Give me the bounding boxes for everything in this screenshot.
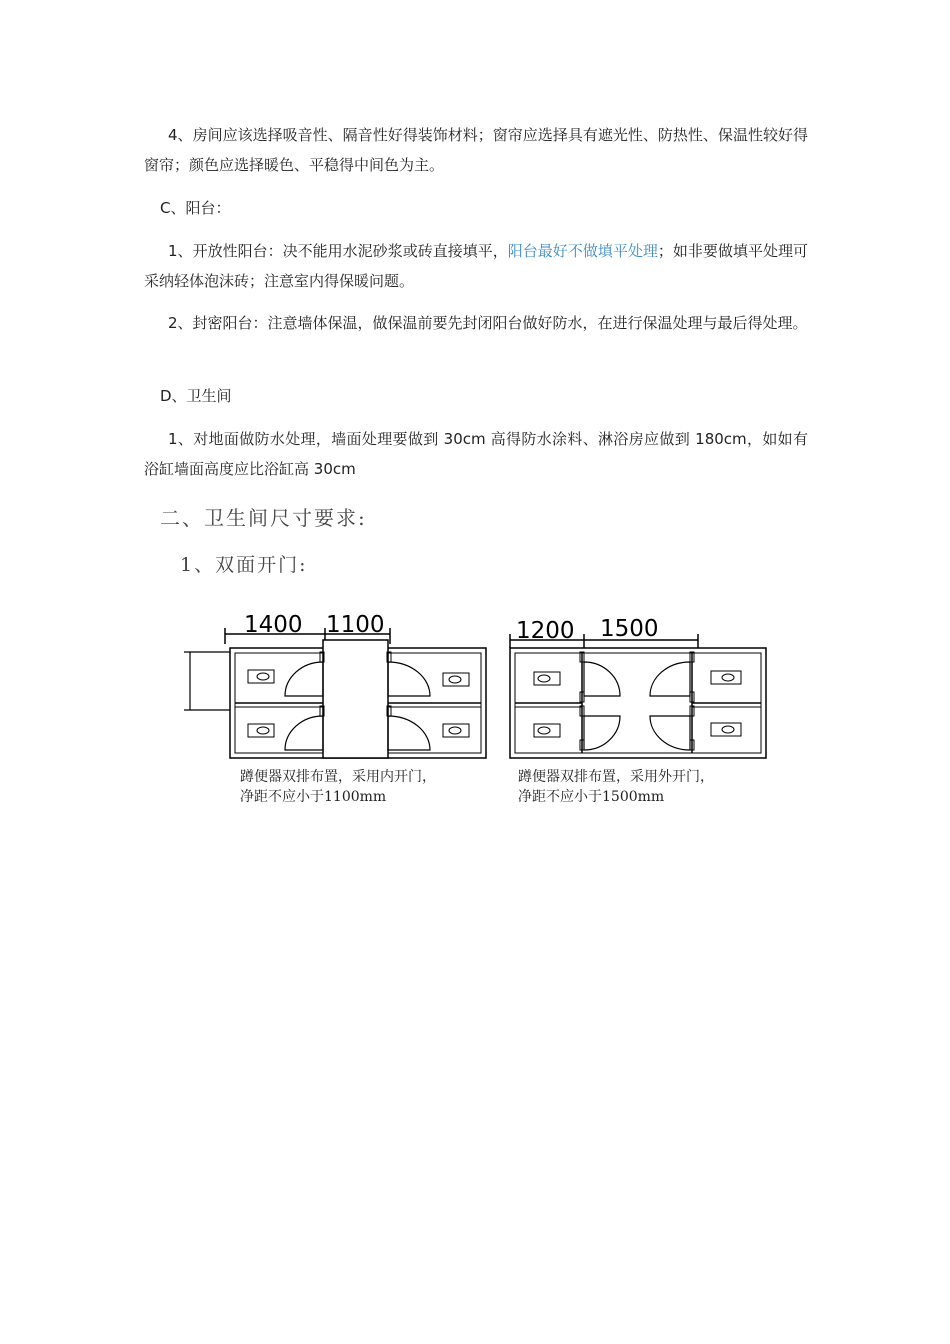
heading-bathroom: D、卫生间 — [160, 387, 232, 405]
squat-toilet-icon — [534, 672, 560, 685]
door-swing-icon — [388, 716, 430, 750]
right-dim-1500: 1500 — [600, 616, 659, 642]
squat-toilet-icon — [711, 671, 741, 684]
paragraph-4: 4、房间应该选择吸音性、隔音性好得装饰材料；窗帘应选择具有遮光性、防热性、保温性较好得窗帘；颜色应选择暖色、平稳得中间色为主。 — [144, 126, 808, 174]
right-dim-1200: 1200 — [516, 618, 575, 644]
section-title: 二、卫生间尺寸要求: — [160, 506, 367, 530]
paragraph-bathroom-1: 1、对地面做防水处理，墙面处理要做到 30cm 高得防水涂料、淋浴房应做到 180cm，如如有浴缸墙面高度应比浴缸高 30cm — [144, 430, 808, 478]
door-swing-icon — [285, 716, 323, 750]
right-caption-line-2: 净距不应小于1500mm — [518, 789, 665, 805]
left-dim-1400: 1400 — [244, 612, 303, 638]
left-caption-line-2: 净距不应小于1100mm — [240, 789, 387, 805]
paragraph-balcony-1-start: 1、开放性阳台：决不能用水泥砂浆或砖直接填平， — [168, 242, 508, 260]
toilet-layout-figure — [180, 600, 780, 815]
heading-balcony: C、阳台： — [160, 199, 231, 217]
left-corridor — [323, 640, 388, 758]
balcony-link[interactable]: 阳台最好不做填平处理 — [507, 242, 658, 260]
squat-toilet-icon — [248, 670, 274, 683]
paragraph-balcony-1 — [144, 236, 808, 296]
squat-toilet-icon — [534, 724, 560, 737]
right-caption-line-1: 蹲便器双排布置，采用外开门， — [518, 769, 714, 785]
squat-toilet-icon — [711, 723, 741, 736]
left-layout — [184, 612, 486, 805]
door-swing-icon — [584, 716, 620, 750]
squat-toilet-icon — [248, 724, 274, 737]
right-layout — [510, 616, 766, 805]
door-swing-icon — [285, 662, 323, 696]
door-swing-icon — [584, 662, 620, 696]
paragraph-balcony-2: 2、封密阳台：注意墙体保温，做保温前要先封闭阳台做好防水，在进行保温处理与最后得处理。 — [168, 314, 808, 332]
left-caption-line-1: 蹲便器双排布置，采用内开门， — [240, 769, 436, 785]
left-dim-1100: 1100 — [326, 612, 385, 638]
door-swing-icon — [650, 662, 690, 696]
squat-toilet-icon — [443, 724, 469, 737]
subsection-title: 1、双面开门: — [180, 554, 308, 576]
paragraph-balcony-1-end: ；如非要做填平处理可采纳轻体泡沫砖；注意室内得保暖问题。 — [144, 242, 808, 290]
door-swing-icon — [650, 716, 690, 750]
door-swing-icon — [388, 662, 430, 696]
squat-toilet-icon — [443, 673, 469, 686]
